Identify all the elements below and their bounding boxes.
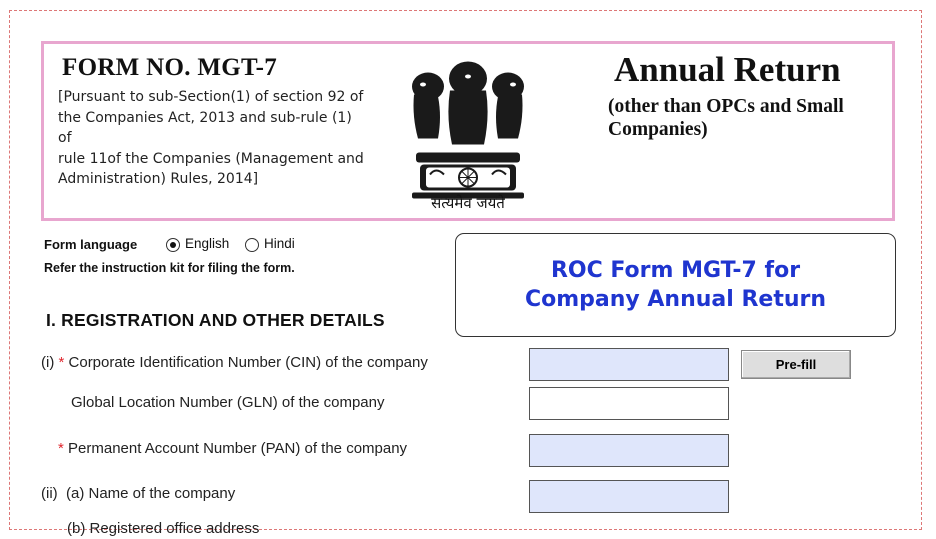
form-subtitle-line: (other than OPCs and Small bbox=[608, 96, 844, 117]
language-hindi-label[interactable]: Hindi bbox=[264, 236, 295, 251]
form-banner bbox=[455, 233, 896, 337]
pursuant-line: the Companies Act, 2013 and sub-rule (1) of bbox=[58, 109, 352, 146]
cin-input[interactable] bbox=[529, 348, 729, 381]
form-banner-line: Company Annual Return bbox=[524, 287, 827, 312]
gln-label: Global Location Number (GLN) of the company bbox=[71, 394, 385, 411]
registered-office-label: (b) Registered office address bbox=[67, 520, 260, 537]
pan-input[interactable] bbox=[529, 434, 729, 467]
row-prefix: (i) bbox=[41, 354, 55, 371]
cin-label bbox=[41, 354, 428, 371]
pursuant-note bbox=[58, 87, 368, 190]
cin-label-text: Corporate Identification Number (CIN) of the company bbox=[68, 354, 428, 371]
instruction-note: Refer the instruction kit for filing the form. bbox=[44, 261, 295, 275]
form-language-label: Form language bbox=[44, 237, 138, 252]
pan-label-text: Permanent Account Number (PAN) of the company bbox=[68, 440, 408, 457]
emblem-motto: सत्यमेव जयते bbox=[431, 194, 505, 212]
form-banner-line: ROC Form MGT-7 for bbox=[550, 258, 801, 283]
pursuant-line: rule 11of the Companies (Management and bbox=[58, 150, 364, 167]
pan-label bbox=[58, 440, 407, 457]
required-marker: * bbox=[58, 354, 65, 371]
required-marker: * bbox=[58, 440, 64, 457]
form-subtitle bbox=[608, 95, 888, 141]
prefill-button[interactable]: Pre-fill bbox=[741, 350, 851, 379]
form-subtitle-line: Companies) bbox=[608, 119, 708, 140]
form-number: FORM NO. MGT-7 bbox=[62, 54, 278, 81]
language-hindi-radio[interactable] bbox=[245, 238, 259, 252]
language-english-label[interactable]: English bbox=[185, 236, 230, 251]
pursuant-line: [Pursuant to sub-Section(1) of section 92 of bbox=[58, 89, 364, 105]
row-prefix: (ii) bbox=[41, 485, 58, 502]
form-banner-text bbox=[456, 256, 895, 314]
form-title: Annual Return bbox=[614, 50, 841, 89]
gln-input[interactable] bbox=[529, 387, 729, 420]
company-name-label bbox=[41, 485, 235, 502]
pursuant-line: Administration) Rules, 2014] bbox=[58, 171, 259, 187]
company-name-label-text: (a) Name of the company bbox=[66, 485, 236, 502]
language-english-radio[interactable] bbox=[166, 238, 180, 252]
section-title: I. REGISTRATION AND OTHER DETAILS bbox=[46, 310, 385, 330]
company-name-input[interactable] bbox=[529, 480, 729, 513]
